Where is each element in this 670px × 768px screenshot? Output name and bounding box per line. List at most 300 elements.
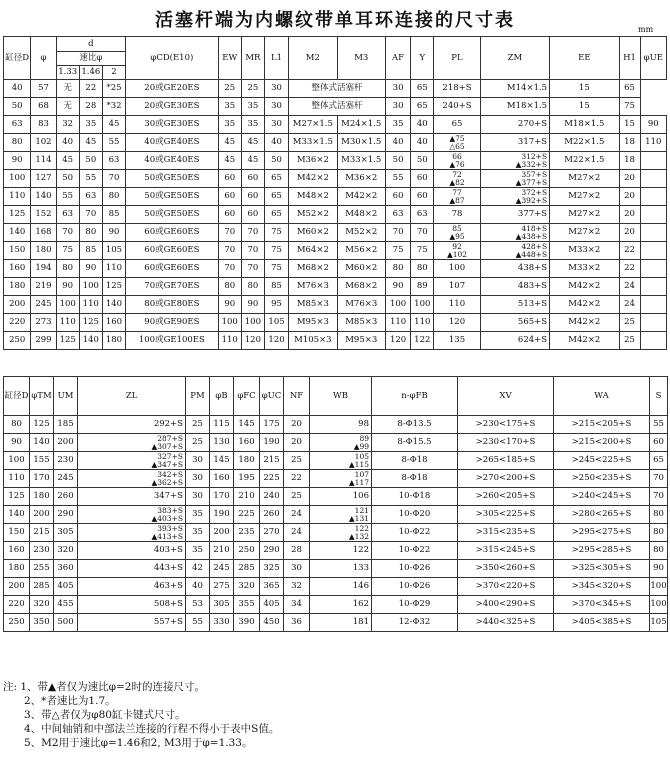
- table-cell: 65: [264, 206, 288, 224]
- table-cell: 90: [385, 278, 410, 296]
- table-cell: 70: [218, 242, 241, 260]
- table-cell: M18×1.5: [480, 98, 549, 116]
- table-cell: 218+S: [434, 80, 480, 98]
- table-cell: 100或GE100ES: [126, 332, 219, 350]
- table-cell: [310, 506, 372, 524]
- table-row: [4, 542, 668, 560]
- table-cell: 55: [79, 170, 102, 188]
- header-col: PL: [434, 37, 480, 80]
- stacked-value: 105: [354, 452, 369, 461]
- stacked-value: 418+S: [521, 224, 548, 233]
- table-cell: 70: [385, 224, 410, 242]
- table-cell: M85×3: [289, 296, 337, 314]
- table-row: [4, 596, 668, 614]
- table-cell: M52×2: [337, 224, 385, 242]
- table-cell: 200: [210, 524, 234, 542]
- table-cell: 68: [31, 98, 56, 116]
- header-col: φUC: [260, 377, 284, 416]
- table-row: [4, 578, 668, 596]
- table-cell: M42×2: [550, 332, 619, 350]
- table-cell: 125: [102, 278, 125, 296]
- table-cell: 230: [30, 542, 54, 560]
- table-cell: 63: [102, 152, 125, 170]
- table-cell: 22: [284, 470, 310, 488]
- table-cell: >295<275+S: [554, 524, 650, 542]
- table-cell: 110: [4, 470, 30, 488]
- table-cell: 70: [650, 470, 668, 488]
- table-cell: 50: [411, 152, 434, 170]
- table-row: [4, 260, 667, 278]
- table-cell: M27×1.5: [289, 116, 337, 134]
- table-cell: 24: [284, 524, 310, 542]
- table-cell: 50或GE50ES: [126, 170, 219, 188]
- table-cell: 24: [619, 278, 640, 296]
- table-cell: M42×2: [550, 314, 619, 332]
- table-cell: 80: [4, 134, 31, 152]
- table-cell: [640, 224, 666, 242]
- table-cell: 20: [284, 434, 310, 452]
- table-cell: 105: [102, 242, 125, 260]
- table-cell: M95×3: [289, 314, 337, 332]
- table-row: [4, 206, 667, 224]
- table-cell: 110: [640, 134, 666, 152]
- table-cell: [78, 470, 186, 488]
- table-cell: 95: [264, 296, 288, 314]
- header-col: EE: [550, 37, 619, 80]
- table-cell: 65: [411, 80, 434, 98]
- table-cell: 180: [4, 278, 31, 296]
- table-cell: 105: [264, 314, 288, 332]
- table-cell: 60: [241, 170, 264, 188]
- stacked-value: ▲332+S: [515, 159, 548, 169]
- table-cell: M22×1.5: [550, 134, 619, 152]
- table-cell: 65: [619, 80, 640, 98]
- table-cell: 20: [619, 170, 640, 188]
- table-cell: 22: [619, 260, 640, 278]
- table-cell: 190: [260, 434, 284, 452]
- table-cell: 50: [56, 170, 79, 188]
- table-cell: 24: [284, 506, 310, 524]
- table-cell: 102: [31, 134, 56, 152]
- table-cell: 55: [102, 134, 125, 152]
- table-cell: [640, 332, 666, 350]
- table-cell: 70: [79, 206, 102, 224]
- stacked-value: ▲115: [348, 459, 369, 469]
- table-cell: >370<345+S: [554, 596, 650, 614]
- table-cell: 整体式活塞杆: [289, 98, 386, 116]
- table-cell: 305: [210, 596, 234, 614]
- table-cell: 65: [264, 170, 288, 188]
- table-cell: 162: [310, 596, 372, 614]
- stacked-value: ▲448+S: [515, 249, 548, 259]
- table-cell: M36×2: [337, 170, 385, 188]
- table-cell: 250: [4, 332, 31, 350]
- table-cell: 120: [434, 314, 480, 332]
- table-cell: 220: [4, 596, 30, 614]
- header-ratio-value: 2: [102, 66, 125, 80]
- table-cell: 557+S: [78, 614, 186, 632]
- table-cell: 10-Φ26: [372, 560, 458, 578]
- stacked-value: 72: [452, 170, 462, 179]
- table-cell: 30: [385, 80, 410, 98]
- table-cell: 78: [434, 206, 480, 224]
- table-cell: 170: [210, 488, 234, 506]
- table-cell: 80: [650, 506, 668, 524]
- table-cell: 215: [30, 524, 54, 542]
- table-cell: 65: [650, 452, 668, 470]
- table-cell: 35: [186, 524, 210, 542]
- table-cell: 90: [241, 296, 264, 314]
- header-col: H1: [619, 37, 640, 80]
- table-cell: M33×1.5: [337, 152, 385, 170]
- table-cell: 145: [234, 416, 260, 434]
- table-cell: 25: [218, 80, 241, 98]
- table-cell: 275: [210, 578, 234, 596]
- table-cell: 80: [102, 188, 125, 206]
- table-cell: >230<170+S: [458, 434, 554, 452]
- table-cell: 273: [31, 314, 56, 332]
- table-cell: 240: [260, 488, 284, 506]
- table-cell: *25: [102, 80, 125, 98]
- header-col: Y: [411, 37, 434, 80]
- stacked-value: 92: [452, 242, 462, 251]
- table-cell: 90: [79, 260, 102, 278]
- table-cell: 70: [56, 224, 79, 242]
- table-row: [4, 152, 667, 170]
- table-row: [4, 560, 668, 578]
- table-cell: 390: [234, 614, 260, 632]
- table-cell: 40: [411, 134, 434, 152]
- header-col: NF: [284, 377, 310, 416]
- table-cell: 140: [79, 332, 102, 350]
- table-cell: M56×2: [337, 242, 385, 260]
- table-cell: M95×3: [337, 332, 385, 350]
- stacked-value: ▲99: [353, 441, 369, 451]
- table-cell: 34: [284, 596, 310, 614]
- stacked-value: ▲438+S: [515, 231, 548, 241]
- table-cell: 63: [4, 116, 31, 134]
- header-col: M2: [289, 37, 337, 80]
- stacked-value: 66: [452, 152, 462, 161]
- table-cell: M33×2: [550, 260, 619, 278]
- table-cell: 60: [650, 434, 668, 452]
- table-cell: 70: [218, 224, 241, 242]
- table-cell: 200: [30, 506, 54, 524]
- header-ratio-value: 1.46: [79, 66, 102, 80]
- table-cell: [480, 224, 549, 242]
- table-cell: 70: [411, 224, 434, 242]
- table-cell: 500: [54, 614, 78, 632]
- table-cell: 42: [186, 560, 210, 578]
- table-cell: 40: [264, 134, 288, 152]
- table-cell: [78, 452, 186, 470]
- table-cell: 80或GE80ES: [126, 296, 219, 314]
- table-cell: 565+S: [480, 314, 549, 332]
- table-cell: 8-Φ15.5: [372, 434, 458, 452]
- table-cell: 290: [260, 542, 284, 560]
- stacked-value: 327+S: [157, 452, 183, 461]
- table-cell: 70: [218, 260, 241, 278]
- table-cell: 40或GE40ES: [126, 152, 219, 170]
- table-cell: 150: [4, 524, 30, 542]
- stacked-value: 357+S: [521, 170, 548, 179]
- table-cell: 22: [619, 242, 640, 260]
- table-row: [4, 170, 667, 188]
- table-cell: 50: [264, 152, 288, 170]
- table-cell: 40: [4, 80, 31, 98]
- table-cell: 30: [186, 488, 210, 506]
- table-cell: 30: [186, 452, 210, 470]
- stacked-value: 121: [354, 506, 369, 515]
- table-cell: [640, 260, 666, 278]
- table-cell: M22×1.5: [550, 152, 619, 170]
- table-cell: 80: [411, 260, 434, 278]
- table-cell: 140: [4, 224, 31, 242]
- table-cell: 110: [102, 260, 125, 278]
- table-cell: 245: [54, 470, 78, 488]
- table-cell: 100: [650, 578, 668, 596]
- unit-label: mm: [638, 25, 654, 34]
- table-cell: 60或GE60ES: [126, 242, 219, 260]
- table-cell: 28: [284, 542, 310, 560]
- table-cell: >215<205+S: [554, 416, 650, 434]
- table-cell: 8-Φ13.5: [372, 416, 458, 434]
- table-cell: M36×2: [289, 152, 337, 170]
- table-row: [4, 416, 668, 434]
- table-cell: 20或GE30ES: [126, 98, 219, 116]
- table-cell: 320: [234, 578, 260, 596]
- table-cell: 30: [186, 470, 210, 488]
- table-cell: 120: [264, 332, 288, 350]
- table-cell: M18×1.5: [550, 116, 619, 134]
- table-cell: 35: [186, 542, 210, 560]
- table-cell: M27×2: [550, 206, 619, 224]
- table-cell: M42×2: [550, 278, 619, 296]
- notes: [3, 680, 279, 750]
- table-cell: 89: [411, 278, 434, 296]
- stacked-value: ▲362+S: [151, 477, 183, 487]
- table-cell: 80: [650, 524, 668, 542]
- table-cell: >265<185+S: [458, 452, 554, 470]
- table-row: [4, 434, 668, 452]
- table-cell: 250: [4, 614, 30, 632]
- stacked-value: ▲347+S: [151, 459, 183, 469]
- header-col: AF: [385, 37, 410, 80]
- table-cell: 30: [385, 98, 410, 116]
- stacked-value: 383+S: [157, 506, 183, 515]
- table-cell: 105: [650, 614, 668, 632]
- table-cell: 110: [4, 188, 31, 206]
- table-cell: 250: [234, 542, 260, 560]
- table-cell: 无: [56, 80, 79, 98]
- table-cell: 230: [54, 452, 78, 470]
- table-cell: 35: [218, 116, 241, 134]
- table-cell: 181: [310, 614, 372, 632]
- note-line: 3、带△者仅为φ80缸卡键式尺寸。: [3, 709, 186, 721]
- table-cell: >440<325+S: [458, 614, 554, 632]
- table-cell: 25: [241, 80, 264, 98]
- header-col: φCD(E10): [126, 37, 219, 80]
- table-cell: 60或GE60ES: [126, 224, 219, 242]
- table-cell: 140: [102, 296, 125, 314]
- table-cell: 35: [241, 116, 264, 134]
- table-cell: 240+S: [434, 98, 480, 116]
- table-cell: >260<205+S: [458, 488, 554, 506]
- table-cell: 10-Φ29: [372, 596, 458, 614]
- stacked-value: ▲117: [348, 477, 369, 487]
- table-cell: 100: [434, 260, 480, 278]
- table-cell: 25: [619, 314, 640, 332]
- table-cell: 85: [102, 206, 125, 224]
- table-cell: 195: [234, 470, 260, 488]
- table-cell: 50或GE50ES: [126, 206, 219, 224]
- table-cell: 100: [385, 296, 410, 314]
- stacked-value: △65: [449, 141, 465, 151]
- table-cell: 98: [310, 416, 372, 434]
- table-cell: 8-Φ18: [372, 452, 458, 470]
- table-cell: 85: [79, 242, 102, 260]
- table-cell: 135: [434, 332, 480, 350]
- table-cell: [434, 224, 480, 242]
- table-cell: M48×2: [337, 206, 385, 224]
- table-cell: M24×1.5: [337, 116, 385, 134]
- table-cell: [310, 470, 372, 488]
- stacked-value: 372+S: [521, 188, 548, 197]
- table-cell: 125: [30, 416, 54, 434]
- table-cell: 18: [619, 152, 640, 170]
- table-cell: [640, 188, 666, 206]
- table-cell: 12-Φ32: [372, 614, 458, 632]
- table-cell: [310, 452, 372, 470]
- table-cell: 75: [56, 242, 79, 260]
- table-cell: 35: [186, 506, 210, 524]
- table-cell: 180: [30, 488, 54, 506]
- table-cell: 90: [650, 560, 668, 578]
- table-cell: 405: [260, 596, 284, 614]
- table-cell: 15: [550, 98, 619, 116]
- table-cell: 245: [210, 560, 234, 578]
- table-cell: 35: [241, 98, 264, 116]
- table-cell: [434, 134, 480, 152]
- note-line: 注: 1、带▲者仅为速比φ=2时的连接尺寸。: [3, 681, 205, 693]
- table-cell: 320: [30, 596, 54, 614]
- table-cell: 160: [102, 314, 125, 332]
- table-cell: [78, 434, 186, 452]
- page-title: 活塞杆端为内螺纹带单耳环连接的尺寸表: [155, 10, 515, 31]
- table-cell: [640, 152, 666, 170]
- stacked-value: ▲82: [449, 177, 465, 187]
- table-cell: >400<290+S: [458, 596, 554, 614]
- table-cell: [310, 434, 372, 452]
- table-cell: 85: [264, 278, 288, 296]
- table-cell: 20: [619, 188, 640, 206]
- table-cell: 40: [385, 134, 410, 152]
- header-col: n-φFB: [372, 377, 458, 416]
- table-row: [4, 614, 668, 632]
- stacked-value: 393+S: [157, 524, 183, 533]
- table-cell: >325<305+S: [554, 560, 650, 578]
- table-cell: 180: [4, 560, 30, 578]
- table-cell: 75: [619, 98, 640, 116]
- table-cell: 285: [234, 560, 260, 578]
- header-col: φB: [210, 377, 234, 416]
- table-cell: 270: [260, 524, 284, 542]
- table-cell: M42×2: [337, 188, 385, 206]
- table-cell: 25: [619, 332, 640, 350]
- table-cell: 35: [385, 116, 410, 134]
- table-cell: 90: [218, 296, 241, 314]
- stacked-value: 122: [354, 524, 369, 533]
- table-cell: 365: [260, 578, 284, 596]
- table-cell: 110: [411, 314, 434, 332]
- table-cell: 24: [619, 296, 640, 314]
- table-cell: >240<245+S: [554, 488, 650, 506]
- table-cell: M27×2: [550, 224, 619, 242]
- stacked-value: 312+S: [521, 152, 548, 161]
- table-cell: 210: [234, 488, 260, 506]
- table-cell: 63: [411, 206, 434, 224]
- table-cell: M33×1.5: [289, 134, 337, 152]
- table-cell: 455: [54, 596, 78, 614]
- header-col: L1: [264, 37, 288, 80]
- table-cell: 60: [218, 170, 241, 188]
- table-cell: 80: [241, 278, 264, 296]
- table-cell: M68×2: [289, 260, 337, 278]
- header-col: ZL: [78, 377, 186, 416]
- table-cell: >405<385+S: [554, 614, 650, 632]
- table-cell: 60: [411, 170, 434, 188]
- table-cell: 125: [4, 206, 31, 224]
- table-cell: M33×2: [550, 242, 619, 260]
- table-cell: 20: [619, 206, 640, 224]
- table-cell: [480, 188, 549, 206]
- table-cell: 180: [102, 332, 125, 350]
- stacked-value: ▲307+S: [151, 441, 183, 451]
- header-bore: 缸径D: [4, 37, 31, 80]
- table-cell: 90或GE90ES: [126, 314, 219, 332]
- header-col: PM: [186, 377, 210, 416]
- table-cell: 50: [79, 152, 102, 170]
- header-ratio: 速比φ: [56, 52, 125, 66]
- table-cell: 299: [31, 332, 56, 350]
- note-line: 2、*者速比为1.7。: [3, 695, 116, 707]
- table-cell: 36: [284, 614, 310, 632]
- stacked-value: ▲403+S: [151, 513, 183, 523]
- table-row: [4, 134, 667, 152]
- table-cell: >315<235+S: [458, 524, 554, 542]
- table-cell: 63: [79, 188, 102, 206]
- table-cell: *32: [102, 98, 125, 116]
- table-cell: >315<245+S: [458, 542, 554, 560]
- stacked-value: ▲95: [449, 231, 465, 241]
- table-cell: 50: [4, 98, 31, 116]
- table-cell: 513+S: [480, 296, 549, 314]
- table-cell: 10-Φ22: [372, 542, 458, 560]
- table-cell: 45: [241, 134, 264, 152]
- table-cell: 624+S: [480, 332, 549, 350]
- header-col: 缸径D: [4, 377, 30, 416]
- table-cell: 100: [56, 296, 79, 314]
- table-cell: 122: [411, 332, 434, 350]
- table-cell: [480, 170, 549, 188]
- table-cell: 110: [79, 296, 102, 314]
- table-cell: [640, 170, 666, 188]
- table-cell: 25: [186, 416, 210, 434]
- table-cell: >295<285+S: [554, 542, 650, 560]
- table-cell: [434, 170, 480, 188]
- table-cell: 219: [31, 278, 56, 296]
- table-cell: 30: [264, 80, 288, 98]
